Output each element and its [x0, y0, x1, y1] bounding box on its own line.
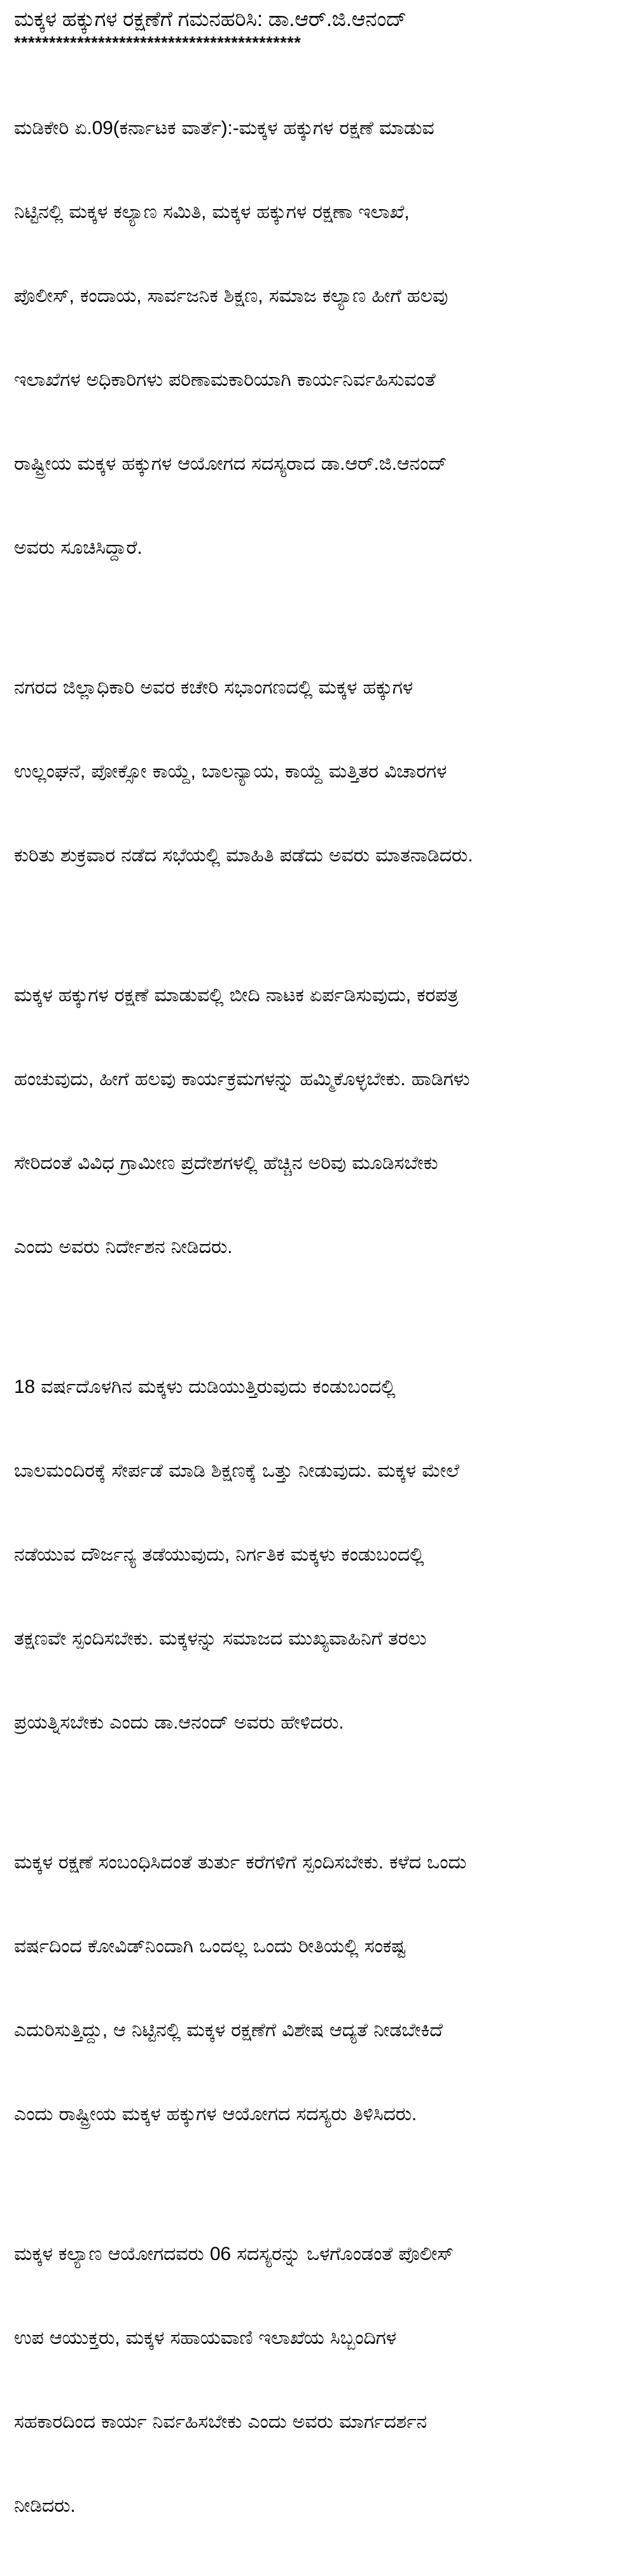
text-line: ಬಾಲಮಂದಿರಕ್ಕೆ ಸೇರ್ಪಡೆ ಮಾಡಿ ಶಿಕ್ಷಣಕ್ಕೆ ಒತ್ತು ನೀಡುವುದು. ಮಕ್ಕಳ ಮೇಲೆ	[14, 1460, 459, 1481]
text-line: ಎದುರಿಸುತ್ತಿದ್ದು, ಆ ನಿಟ್ಟಿನಲ್ಲಿ ಮಕ್ಕಳ ರಕ್ಷಣೆಗೆ ವಿಶೇಷ ಆದ್ಯತೆ ನೀಡಬೇಕಿದೆ	[14, 2020, 443, 2041]
text-line: ಅವರು ಸೂಚಿಸಿದ್ದಾರೆ.	[14, 537, 143, 558]
text-line: ಮಕ್ಕಳ ಕಲ್ಯಾಣ ಆಯೋಗದವರು 06 ಸದಸ್ಯರನ್ನು ಒಳಗೊಂಡಂತೆ ಪೊಲೀಸ್	[14, 2244, 454, 2264]
text-line: ಉಲ್ಲಂಘನೆ, ಪೋಕ್ಸೋ ಕಾಯ್ದೆ, ಬಾಲನ್ಯಾಯ, ಕಾಯ್ದೆ ಮತ್ತಿತರ ವಿಚಾರಗಳ	[14, 761, 447, 782]
text-line: ಎಂದು ರಾಷ್ಟ್ರೀಯ ಮಕ್ಕಳ ಹಕ್ಕುಗಳ ಆಯೋಗದ ಸದಸ್ಯರು ತಿಳಿಸಿದರು.	[14, 2104, 417, 2125]
text-line: 18 ವರ್ಷದೊಳಗಿನ ಮಕ್ಕಳು ದುಡಿಯುತ್ತಿರುವುದು ಕಂಡುಬಂದಲ್ಲಿ	[14, 1376, 396, 1397]
text-line: ನಗರದ ಜಿಲ್ಲಾಧಿಕಾರಿ ಅವರ ಕಚೇರಿ ಸಭಾಂಗಣದಲ್ಲಿ ಮಕ್ಕಳ ಹಕ್ಕುಗಳ	[14, 677, 413, 698]
text-line: ಮಕ್ಕಳ ರಕ್ಷಣೆ ಸಂಬಂಧಿಸಿದಂತೆ ತುರ್ತು ಕರೆಗಳಿಗೆ ಸ್ಪಂದಿಸಬೇಕು. ಕಳೆದ ಒಂದು	[14, 1852, 467, 1873]
paragraph-3	[14, 926, 616, 1317]
text-line: ವರ್ಷದಿಂದ ಕೋವಿಡ್‌ನಿಂದಾಗಿ ಒಂದಲ್ಲ ಒಂದು ರೀತಿಯಲ್ಲಿ ಸಂಕಷ್ಟ	[14, 1936, 406, 1957]
article-body	[14, 58, 616, 2576]
text-line: ಮಡಿಕೇರಿ ಏ.09(ಕರ್ನಾಟಕ ವಾರ್ತೆ):-ಮಕ್ಕಳ ಹಕ್ಕುಗಳ ರಕ್ಷಣೆ ಮಾಡುವ	[14, 118, 435, 139]
text-line: ಎಂದು ಅವರು ನಿರ್ದೇಶನ ನೀಡಿದರು.	[14, 1237, 233, 1257]
text-line: ಇಲಾಖೆಗಳ ಅಧಿಕಾರಿಗಳು ಪರಿಣಾಮಕಾರಿಯಾಗಿ ಕಾರ್ಯನಿರ್ವಹಿಸುವಂತೆ	[14, 369, 436, 390]
page-title: ಮಕ್ಕಳ ಹಕ್ಕುಗಳ ರಕ್ಷಣೆಗೆ ಗಮನಹರಿಸಿ: ಡಾ.ಆರ್.ಜಿ.ಆನಂದ್	[14, 7, 407, 31]
text-line: ಹಂಚುವುದು, ಹೀಗೆ ಹಲವು ಕಾರ್ಯಕ್ರಮಗಳನ್ನು ಹಮ್ಮಿಕೊಳ್ಳಬೇಕು. ಹಾಡಿಗಳು	[14, 1069, 470, 1090]
paragraph-4	[14, 1317, 616, 1793]
text-line: ಉಪ ಆಯುಕ್ತರು, ಮಕ್ಕಳ ಸಹಾಯವಾಣಿ ಇಲಾಖೆಯ ಸಿಬ್ಬಂದಿಗಳ	[14, 2327, 396, 2348]
text-line: ನಡೆಯುವ ದೌರ್ಜನ್ಯ ತಡೆಯುವುದು, ನಿರ್ಗತಿಕ ಮಕ್ಕಳು ಕಂಡುಬಂದಲ್ಲಿ	[14, 1544, 424, 1565]
text-line: ಪೊಲೀಸ್, ಕಂದಾಯ, ಸಾರ್ವಜನಿಕ ಶಿಕ್ಷಣ, ಸಮಾಜ ಕಲ್ಯಾಣ ಹೀಗೆ ಹಲವು	[14, 285, 449, 306]
text-line: ಮಕ್ಕಳ ಹಕ್ಕುಗಳ ರಕ್ಷಣೆ ಮಾಡುವಲ್ಲಿ ಬೀದಿ ನಾಟಕ ಏರ್ಪಡಿಸುವುದು, ಕರಪತ್ರ	[14, 985, 459, 1006]
paragraph-1	[14, 58, 616, 618]
text-line: ಪ್ರಯತ್ನಿಸಬೇಕು ಎಂದು ಡಾ.ಆನಂದ್ ಅವರು ಹೇಳಿದರು.	[14, 1712, 344, 1733]
text-line: ರಾಷ್ಟ್ರೀಯ ಮಕ್ಕಳ ಹಕ್ಕುಗಳ ಆಯೋಗದ ಸದಸ್ಯರಾದ ಡಾ.ಆರ್.ಜಿ.ಆನಂದ್	[14, 453, 447, 474]
paragraph-2	[14, 618, 616, 926]
paragraph-5	[14, 1793, 616, 2184]
text-line: ನಿಟ್ಟಿನಲ್ಲಿ ಮಕ್ಕಳ ಕಲ್ಯಾಣ ಸಮಿತಿ, ಮಕ್ಕಳ ಹಕ್ಕುಗಳ ರಕ್ಷಣಾ ಇಲಾಖೆ,	[14, 202, 410, 223]
text-line: ನೀಡಿದರು.	[14, 2495, 76, 2516]
text-line: ಸೇರಿದಂತೆ ವಿವಿಧ ಗ್ರಾಮೀಣ ಪ್ರದೇಶಗಳಲ್ಲಿ ಹೆಚ್ಚಿನ ಅರಿವು ಮೂಡಿಸಬೇಕು	[14, 1153, 438, 1174]
paragraph-6	[14, 2184, 616, 2576]
asterisk-divider: *****************************************	[14, 33, 302, 52]
text-line: ಕುರಿತು ಶುಕ್ರವಾರ ನಡೆದ ಸಭೆಯಲ್ಲಿ ಮಾಹಿತಿ ಪಡೆದು ಅವರು ಮಾತನಾಡಿದರು.	[14, 845, 473, 866]
text-line: ಸಹಕಾರದಿಂದ ಕಾರ್ಯ ನಿರ್ವಹಿಸಬೇಕು ಎಂದು ಅವರು ಮಾರ್ಗದರ್ಶನ	[14, 2411, 428, 2432]
text-line: ತಕ್ಷಣವೇ ಸ್ಪಂದಿಸಬೇಕು. ಮಕ್ಕಳನ್ನು ಸಮಾಜದ ಮುಖ್ಯವಾಹಿನಿಗೆ ತರಲು	[14, 1628, 427, 1649]
